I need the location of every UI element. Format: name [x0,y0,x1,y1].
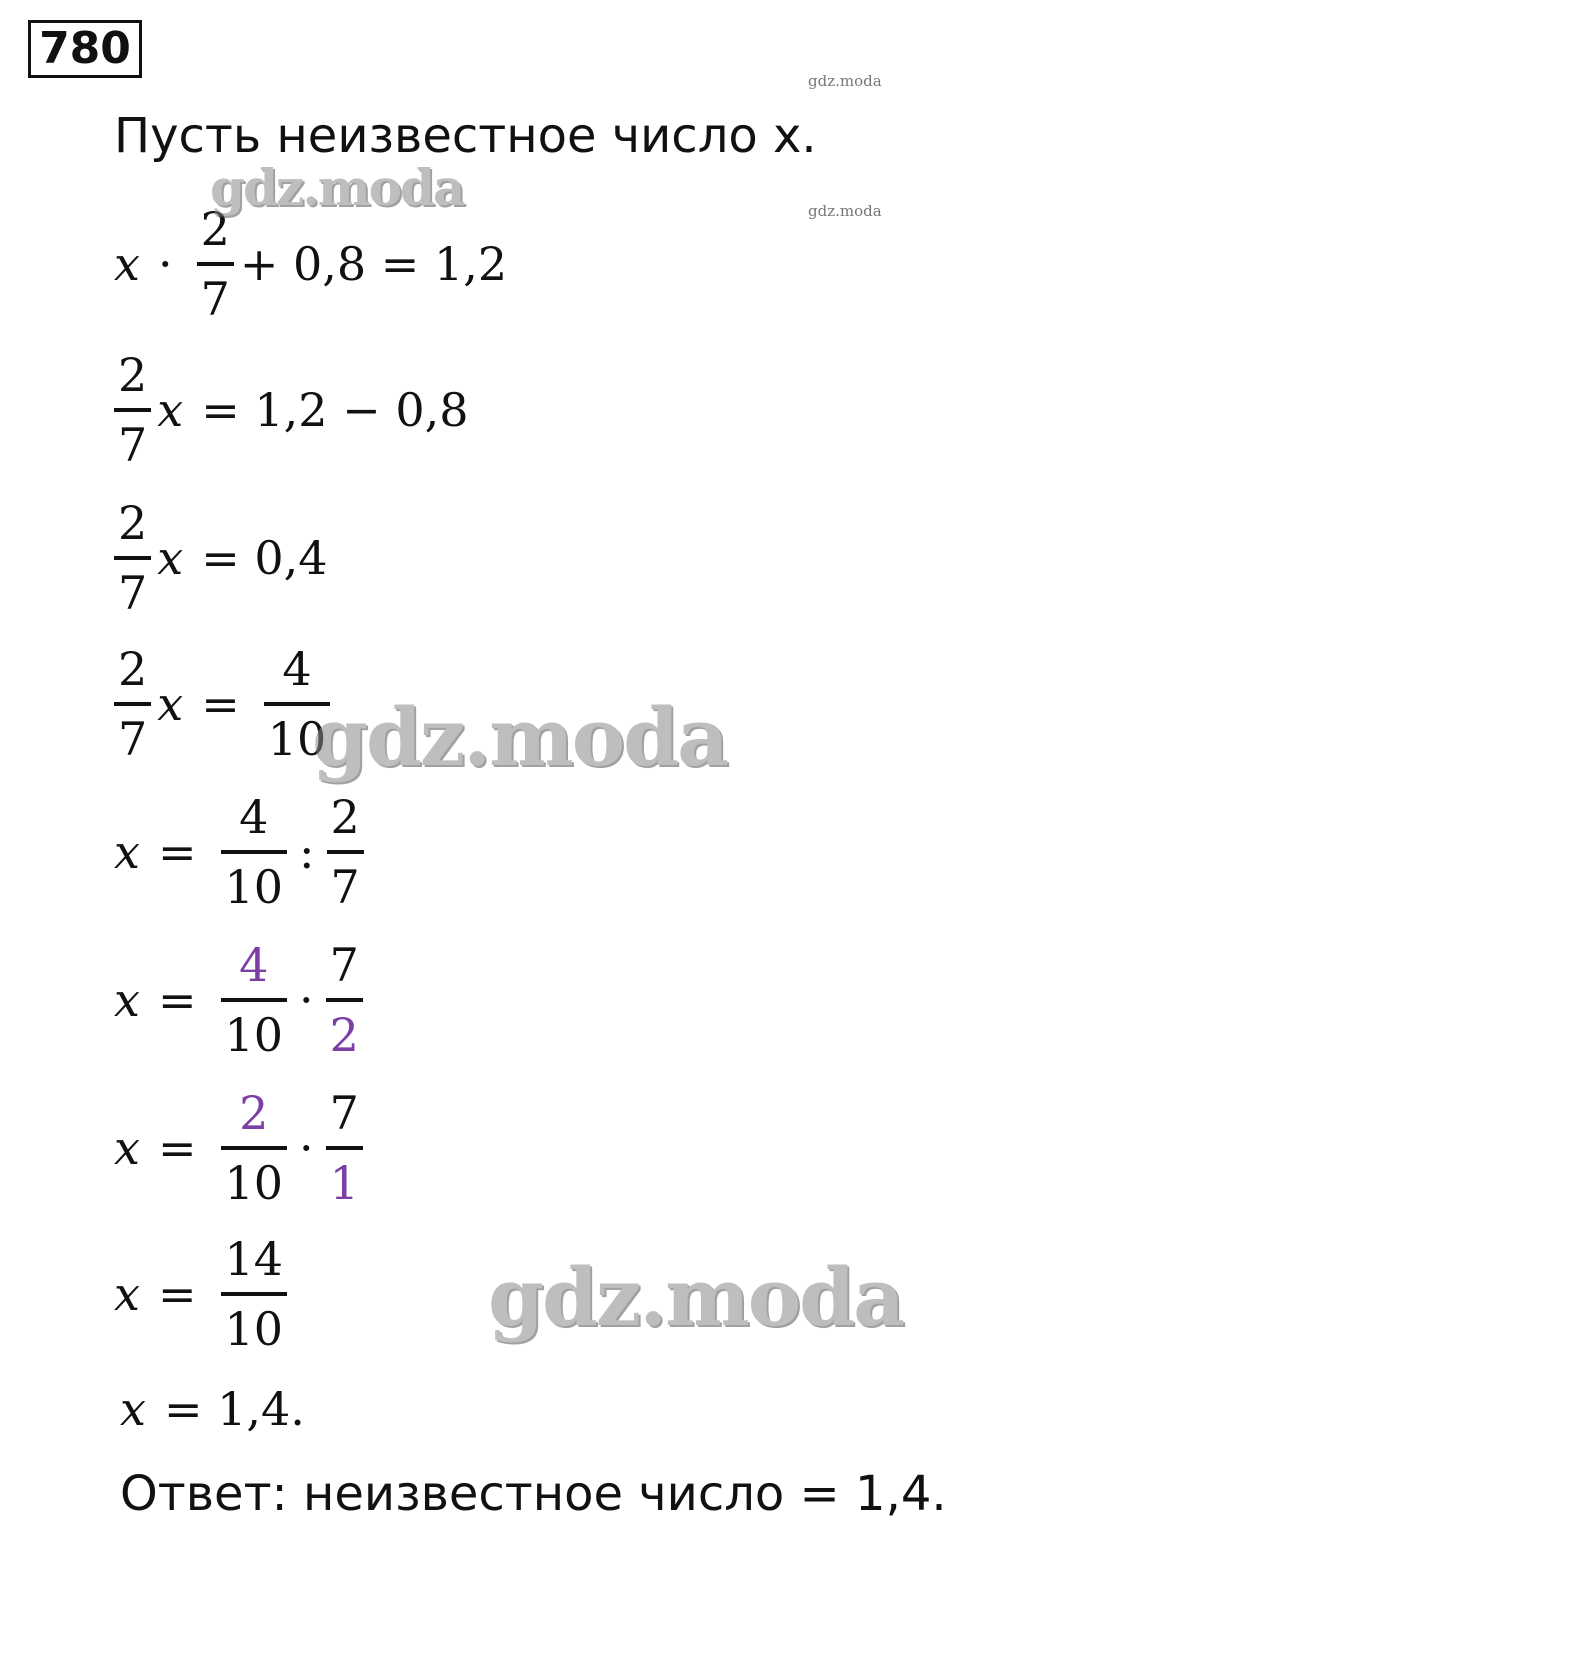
denominator: 10 [224,1008,284,1062]
numerator: 2 [118,642,148,696]
denominator: 10 [224,860,284,914]
variable-x: x [114,1267,140,1321]
dot-operator: · [157,237,173,291]
denominator: 7 [200,272,230,326]
fraction [114,342,151,478]
numerator: 14 [224,1232,284,1286]
equation-7 [114,1080,369,1216]
fraction [326,1080,363,1216]
numerator: 4 [239,790,269,844]
denominator: 7 [118,712,148,766]
denominator: 7 [118,566,148,620]
variable-x: x [114,237,140,291]
numerator-highlighted: 2 [239,1086,269,1140]
numerator: 7 [329,938,359,992]
denominator: 10 [224,1302,284,1356]
numerator: 4 [282,642,312,696]
equation-rest: + 0,8 = 1,2 [239,237,508,291]
watermark-2: gdz.moda [312,690,727,784]
numerator: 2 [330,790,360,844]
numerator: 2 [200,202,230,256]
fraction [114,636,151,772]
equation-rest: = 1,4. [163,1382,305,1436]
equation-4 [114,636,336,772]
equals-sign: = [157,973,197,1027]
variable-x: x [120,1382,146,1436]
fraction [221,1226,288,1362]
watermark-small-mid: gdz.moda [808,202,882,220]
denominator: 10 [224,1156,284,1210]
equals-sign: = [157,1267,197,1321]
equals-sign: = [201,677,240,731]
variable-x: x [157,531,184,585]
equation-2 [114,342,469,478]
fraction [221,1080,288,1216]
equation-6 [114,932,369,1068]
numerator-highlighted: 4 [239,938,269,992]
variable-x: x [157,677,184,731]
fraction [221,932,288,1068]
fraction [327,784,364,920]
variable-x: x [114,973,140,1027]
denominator: 10 [267,712,327,766]
fraction [221,784,288,920]
problem-number: 780 [28,20,142,78]
equation-3 [114,490,328,626]
variable-x: x [114,825,140,879]
equation-8 [114,1226,293,1362]
watermark-1: gdz.moda [210,158,464,217]
fraction [326,932,363,1068]
equation-rest: = 0,4 [201,531,328,585]
variable-x: x [114,1121,140,1175]
divide-operator: : [299,825,315,879]
answer-text: Ответ: неизвестное число = 1,4. [120,1466,947,1522]
denominator: 7 [118,418,148,472]
equals-sign: = [157,825,197,879]
equals-sign: = [157,1121,197,1175]
watermark-small-top: gdz.moda [808,72,882,90]
numerator: 2 [118,496,148,550]
equation-9 [120,1382,305,1436]
equation-5 [114,784,370,920]
numerator: 2 [118,348,148,402]
watermark-3: gdz.moda [488,1250,903,1344]
denominator: 7 [330,860,360,914]
denominator-highlighted: 1 [329,1156,359,1210]
numerator: 7 [329,1086,359,1140]
fraction [114,490,151,626]
equation-rest: = 1,2 − 0,8 [201,383,469,437]
variable-x: x [157,383,184,437]
dot-operator: · [299,973,314,1027]
dot-operator: · [299,1121,314,1175]
intro-text: Пусть неизвестное число x. [114,108,817,164]
denominator-highlighted: 2 [329,1008,359,1062]
